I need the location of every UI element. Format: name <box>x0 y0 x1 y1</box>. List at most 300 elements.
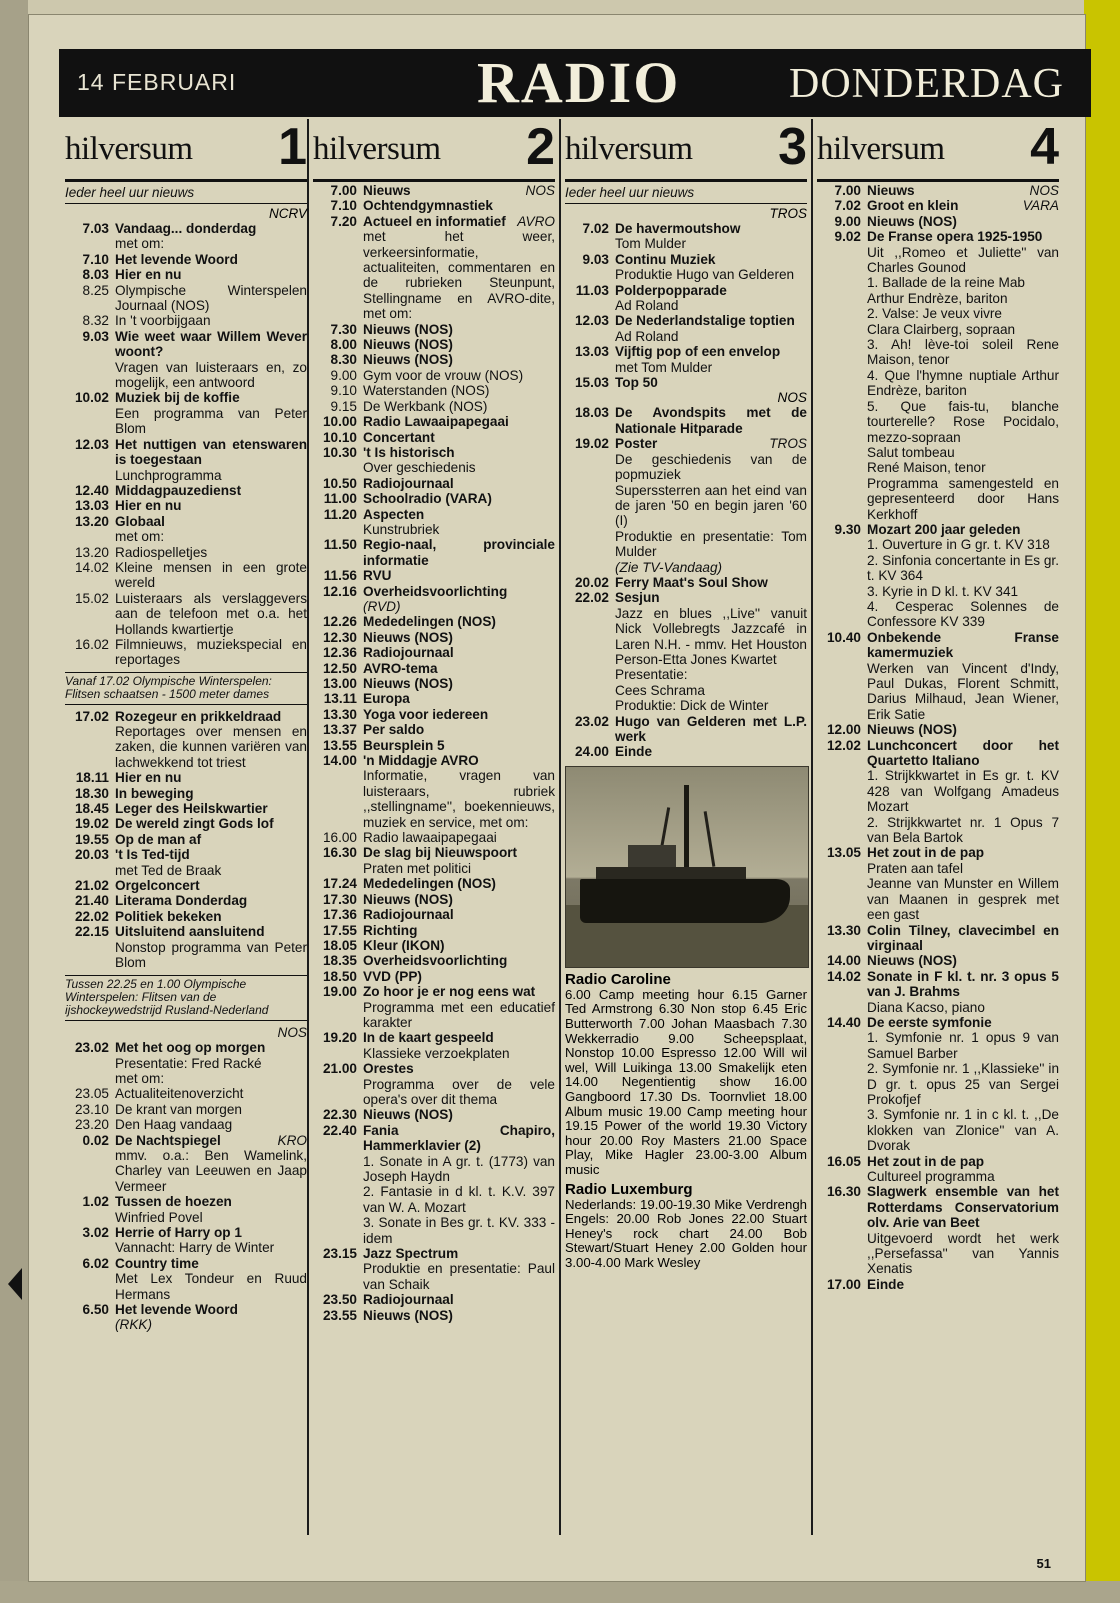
programme-row <box>65 283 307 314</box>
programme-time: 16.30 <box>826 1184 861 1200</box>
programme-time: 10.30 <box>322 444 357 460</box>
programme-time: 13.11 <box>323 691 357 707</box>
programme-time: 10.00 <box>322 414 357 430</box>
programme-time: 16.02 <box>74 636 109 652</box>
programme-title: RVU <box>363 568 392 584</box>
programme-title: Concertant <box>363 429 435 445</box>
programme-time: 13.05 <box>826 845 861 861</box>
programme-title: Radiojournaal <box>363 475 454 491</box>
programme-description: Produktie en presentatie: Paul van Schaik <box>363 1261 555 1292</box>
programme-time: 12.36 <box>322 645 357 661</box>
programme-title: Onbekende Franse kamermuziek <box>867 629 1059 661</box>
programme-time: 19.02 <box>574 436 609 452</box>
programme-title: Mededelingen (NOS) <box>363 614 496 630</box>
programme-title: Aspecten <box>363 506 425 522</box>
programme-time: 8.03 <box>82 267 109 283</box>
programme-row <box>313 198 555 213</box>
programme-description: met om: <box>115 1070 165 1086</box>
programme-description: René Maison, tenor <box>867 460 986 476</box>
programme-row <box>313 1292 555 1307</box>
programme-title: Polderpopparade <box>615 282 727 298</box>
programme-title: Nieuws (NOS) <box>363 891 453 907</box>
programme-time: 20.02 <box>574 574 609 590</box>
programme-time: 3.02 <box>82 1225 109 1240</box>
programme-description: Salut tombeau <box>867 444 955 460</box>
programme-row <box>65 924 307 939</box>
programme-time: 12.16 <box>322 583 357 599</box>
programme-time: 13.37 <box>322 722 357 738</box>
heading-rule <box>65 179 307 182</box>
programme-row <box>313 568 555 583</box>
programme-description: Superssterren aan het eind van de jaren '50 en begin jaren '60 (I) <box>615 482 807 529</box>
programme-row <box>65 514 307 529</box>
programme-title: Schoolradio (VARA) <box>363 491 492 507</box>
programme-title: Country time <box>115 1255 199 1271</box>
programme-time: 7.20 <box>330 213 357 229</box>
programme-time: 14.02 <box>826 968 861 984</box>
programme-title: Wie weet waar Willem Wever woont? <box>115 328 307 360</box>
programme-title: Het zout in de pap <box>867 1153 985 1169</box>
programme-title: Nieuws (NOS) <box>363 321 453 337</box>
column-hilversum-2 <box>313 119 555 1549</box>
programme-title: De Werkbank (NOS) <box>363 398 488 414</box>
programme-time: 12.03 <box>74 436 109 452</box>
programme-time: 13.03 <box>574 344 609 360</box>
programme-title: Luisteraars als verslaggevers aan de telefoon met o.a. het Hollands kwartiertje <box>115 590 307 637</box>
programme-time: 23.20 <box>74 1117 109 1133</box>
programme-time: 17.24 <box>322 876 357 892</box>
programme-row <box>817 1015 1059 1030</box>
programme-time: 23.10 <box>74 1101 109 1117</box>
programme-row <box>565 252 807 267</box>
programme-title: Sonate in F kl. t. nr. 3 opus 5 van J. Brahms <box>867 968 1059 1000</box>
programme-title: Nieuws (NOS) <box>363 337 453 353</box>
programme-time: 22.15 <box>74 924 109 940</box>
programme-description: met Tom Mulder <box>615 359 713 375</box>
programme-time: 15.03 <box>574 375 609 391</box>
programme-description: Nonstop programma van Peter Blom <box>115 939 307 971</box>
programme-description: Ad Roland <box>615 328 679 344</box>
programme-description: Reportages over mensen en zaken, die kunnen variëren van lachwekkend tot triest <box>115 724 307 770</box>
programme-description: Uitgevoerd wordt het werk ,,Persefassa'' van Yannis Xenatis <box>867 1230 1059 1277</box>
column-divider <box>559 119 561 1535</box>
programme-time: 11.00 <box>323 491 357 507</box>
programme-title: Radio lawaaipapegaai <box>363 830 497 846</box>
programme-row <box>313 337 555 352</box>
programme-row <box>313 1107 555 1122</box>
station-number: 1 <box>278 118 307 176</box>
programme-row <box>313 830 555 845</box>
programme-time: 19.55 <box>74 831 109 847</box>
programme-description: Produktie Hugo van Gelderen <box>615 267 795 283</box>
programme-description: (Zie TV-Vandaag) <box>615 559 723 575</box>
programme-row <box>565 313 807 328</box>
programme-time: 16.00 <box>322 830 357 846</box>
station-name: hilversum <box>65 131 193 167</box>
programme-time: 14.00 <box>826 953 861 969</box>
programme-description: 1. Ouverture in G gr. t. KV 318 <box>867 537 1050 553</box>
left-margin <box>0 0 28 1603</box>
programme-title: Overheidsvoorlichting <box>363 583 508 599</box>
photo-caption: Radio Caroline <box>565 970 671 988</box>
programme-title: Orestes <box>363 1061 414 1077</box>
programme-row <box>313 969 555 984</box>
programme-description: Cultureel programma <box>867 1169 995 1184</box>
programme-time: 18.11 <box>75 770 109 786</box>
programme-row <box>565 436 807 451</box>
programme-title: Gym voor de vrouw (NOS) <box>363 367 524 383</box>
programme-title: De krant van morgen <box>115 1101 242 1117</box>
programme-title: Actualiteitenoverzicht <box>115 1086 244 1102</box>
programme-description: 2. Valse: Je veux vivre <box>867 306 1002 322</box>
programme-title: Hier en nu <box>115 770 182 786</box>
programme-title: Nieuws (NOS) <box>867 953 957 969</box>
programme-row <box>565 575 807 590</box>
programme-time: 9.02 <box>834 229 861 245</box>
programme-row <box>65 390 307 405</box>
programme-row <box>313 691 555 706</box>
column-divider <box>307 119 309 1535</box>
schedule-list-2 <box>313 183 555 1323</box>
programme-description: met Ted de Braak <box>115 862 222 878</box>
programme-title: Herrie of Harry op 1 <box>115 1225 242 1240</box>
programme-title: Yoga voor iedereen <box>363 706 489 722</box>
magazine-page <box>28 14 1086 1582</box>
programme-row <box>313 399 555 414</box>
programme-description: Kunstrubriek <box>363 521 440 537</box>
programme-title: Nieuws (NOS) <box>363 1307 453 1323</box>
programme-title: In beweging <box>115 785 194 801</box>
programme-row <box>65 878 307 893</box>
programme-description: Vannacht: Harry de Winter <box>115 1240 275 1256</box>
programme-row <box>65 1225 307 1240</box>
programme-row <box>313 923 555 938</box>
programme-row <box>313 938 555 953</box>
programme-row <box>313 1246 555 1261</box>
programme-title: De havermoutshow <box>615 221 741 236</box>
column-hilversum-4 <box>817 119 1059 1549</box>
programme-row <box>313 738 555 753</box>
programme-time: 22.40 <box>322 1122 357 1138</box>
programme-broadcaster: AVRO <box>517 213 555 229</box>
programme-row <box>65 786 307 801</box>
programme-title: Beursplein 5 <box>363 737 445 753</box>
programme-description: 2. Sinfonia concertante in Es gr. t. KV 364 <box>867 552 1059 584</box>
programme-title: Orgelconcert <box>115 878 200 894</box>
column-hilversum-1 <box>65 119 307 1549</box>
programme-row <box>313 584 555 599</box>
programme-row <box>65 498 307 513</box>
programme-title: Top 50 <box>615 375 658 391</box>
programme-description: 2. Symfonie nr. 1 ,,Klassieke'' in D gr. t. opus 25 van Sergei Prokofjef <box>867 1061 1059 1107</box>
programme-row <box>65 483 307 498</box>
programme-row <box>817 229 1059 244</box>
programme-time: 17.30 <box>322 891 357 907</box>
programme-title: Het levende Woord <box>115 1302 238 1318</box>
programme-title: Met het oog op morgen <box>115 1040 266 1056</box>
schedule-list-3a <box>565 221 807 390</box>
programme-row <box>313 630 555 645</box>
radio-luxemburg-schedule: Nederlands: 19.00-19.30 Mike Verdrengh Engels: 20.00 Rob Jones 22.00 Stuart Heney's rock chart 24.00 Bob Stewart/Stuart Heney 2.00 Golden hour 3.00-4.00 Mark Wesley <box>565 1196 807 1270</box>
programme-row <box>313 430 555 445</box>
programme-time: 7.02 <box>834 198 861 214</box>
programme-time: 6.50 <box>82 1302 109 1318</box>
programme-broadcaster: TROS <box>769 436 807 452</box>
programme-description: Vragen van luisteraars en, zo mogelijk, een antwoord <box>115 359 307 391</box>
programme-row <box>313 322 555 337</box>
programme-title: Nieuws (NOS) <box>363 352 453 368</box>
programme-description: 1. Strijkkwartet in Es gr. t. KV 428 van Wolfgang Amadeus Mozart <box>867 768 1059 815</box>
programme-title: Overheidsvoorlichting <box>363 953 508 969</box>
notice-box: Tussen 22.25 en 1.00 Olympische Winterspelen: Flitsen van de ijshockeywedstrijd Rusland-Nederland <box>65 975 307 1021</box>
programme-time: 16.05 <box>826 1153 861 1169</box>
programme-row <box>817 1184 1059 1230</box>
programme-time: 18.03 <box>574 405 609 421</box>
programme-row <box>313 368 555 383</box>
programme-description: Arthur Endrèze, bariton <box>867 290 1008 306</box>
radio-luxemburg-title: Radio Luxemburg <box>565 1180 693 1198</box>
programme-time: 9.10 <box>330 383 357 399</box>
programme-title: Actueel en informatief AVRO <box>363 213 555 229</box>
programme-row <box>313 1308 555 1323</box>
programme-title: Europa <box>363 691 410 707</box>
programme-time: 19.20 <box>322 1030 357 1046</box>
programme-time: 18.05 <box>322 937 357 953</box>
station-number: 2 <box>526 118 555 176</box>
programme-title: De Avondspits met de Nationale Hitparade <box>615 405 807 436</box>
programme-row <box>65 1102 307 1117</box>
programme-row <box>817 923 1059 954</box>
programme-row <box>313 1030 555 1045</box>
programme-title: Nieuws (NOS) <box>867 722 957 738</box>
programme-row <box>65 1133 307 1148</box>
programme-title: Het nuttigen van etenswaren is toegestaan <box>115 436 307 468</box>
programme-title: Fania Chapiro, Hammerklavier (2) <box>363 1122 555 1154</box>
programme-time: 23.50 <box>322 1292 357 1308</box>
programme-title: Lunchconcert door het Quartetto Italiano <box>867 737 1059 769</box>
programme-title: Globaal <box>115 513 165 529</box>
programme-row <box>565 375 807 390</box>
programme-time: 16.30 <box>322 845 357 861</box>
programme-row <box>65 313 307 328</box>
programme-description: 1. Symfonie nr. 1 opus 9 van Samuel Barber <box>867 1030 1059 1061</box>
programme-description: (RVD) <box>363 598 401 614</box>
programme-title: Rozegeur en prikkeldraad <box>115 708 282 724</box>
programme-row <box>313 953 555 968</box>
hourly-news-note: Ieder heel uur nieuws <box>65 183 307 204</box>
programme-description: 3. Sonate in Bes gr. t. KV. 333 - idem <box>363 1215 555 1246</box>
programme-time: 9.30 <box>834 521 861 537</box>
programme-time: 12.00 <box>826 722 861 738</box>
programme-row <box>565 221 807 236</box>
programme-row <box>313 892 555 907</box>
programme-time: 22.30 <box>322 1107 357 1123</box>
programme-title: Groot en klein VARA <box>867 198 1059 214</box>
programme-title: Radiospelletjes <box>115 544 208 560</box>
header-date: 14 FEBRUARI <box>77 69 237 95</box>
programme-description: met om: <box>115 529 165 545</box>
programme-row <box>65 801 307 816</box>
programme-title: De slag bij Nieuwspoort <box>363 845 518 861</box>
programme-row <box>313 707 555 722</box>
programme-time: 17.02 <box>74 708 109 724</box>
programme-time: 10.10 <box>322 429 357 445</box>
programme-title: Leger des Heilskwartier <box>115 801 268 817</box>
programme-description: Jazz en blues ,,Live'' vanuit Nick Vollebregts Jazzcafé in Laren N.H. - mmv. Het Houston Person-Etta Jones Kwartet <box>615 605 807 667</box>
programme-title: Radiojournaal <box>363 1292 454 1308</box>
programme-description: 3. Symfonie nr. 1 in c kl. t. ,,De klokken van Zlonice'' van A. Dvorak <box>867 1107 1059 1154</box>
programme-description: Programma samengesteld en gepresenteerd door Hans Kerkhoff <box>867 475 1059 522</box>
programme-title: Nieuws (NOS) <box>363 676 453 691</box>
programme-time: 17.55 <box>322 922 357 938</box>
programme-row <box>565 405 807 436</box>
programme-time: 23.15 <box>322 1246 357 1262</box>
programme-title: Poster TROS <box>615 436 807 452</box>
schedule-list-4 <box>817 183 1059 1292</box>
programme-row <box>313 476 555 491</box>
programme-description: Tom Mulder <box>615 236 687 252</box>
programme-title: VVD (PP) <box>363 968 422 984</box>
programme-time: 10.50 <box>322 475 357 491</box>
programme-description: Lunchprogramma <box>115 467 222 483</box>
photo-ship-hull <box>580 879 790 923</box>
programme-row <box>65 329 307 360</box>
programme-title: 'n Middagje AVRO <box>363 753 479 769</box>
programme-title: Einde <box>615 744 653 760</box>
programme-title: Filmnieuws, muziekspecial en reportages <box>115 636 307 668</box>
programme-title: Nieuws NOS <box>867 183 1059 198</box>
broadcaster-label-2: NOS <box>777 390 807 406</box>
column-divider <box>811 119 813 1535</box>
programme-time: 10.02 <box>74 390 109 406</box>
programme-description: 1. Ballade de la reine Mab <box>867 275 1025 291</box>
programme-time: 23.05 <box>74 1086 109 1102</box>
programme-description: Uit ,,Romeo et Juliette'' van Charles Gounod <box>867 244 1059 276</box>
columns-container <box>59 119 1091 1549</box>
programme-broadcaster: NOS <box>525 183 555 198</box>
programme-time: 7.03 <box>82 221 109 236</box>
programme-time: 1.02 <box>82 1194 109 1210</box>
programme-title: Zo hoor je er nog eens wat <box>363 984 536 1000</box>
programme-row <box>65 832 307 847</box>
programme-time: 23.02 <box>74 1040 109 1056</box>
programme-row <box>65 221 307 236</box>
programme-title: In 't voorbijgaan <box>115 313 211 329</box>
programme-row <box>313 645 555 660</box>
programme-row <box>313 537 555 568</box>
programme-row <box>65 709 307 724</box>
programme-time: 18.50 <box>322 968 357 984</box>
programme-time: 18.45 <box>74 801 109 817</box>
programme-row <box>565 744 807 759</box>
programme-row <box>313 214 555 229</box>
programme-time: 21.02 <box>74 878 109 894</box>
programme-description: Presentatie: <box>615 667 688 683</box>
station-name: hilversum <box>313 131 441 167</box>
programme-title: De Nachtspiegel KRO <box>115 1132 307 1148</box>
programme-description: Produktie: Dick de Winter <box>615 698 769 714</box>
programme-time: 11.56 <box>323 568 357 584</box>
programme-description: 4. Que l'hymne nuptiale Arthur Endrèze, bariton <box>867 367 1059 399</box>
header-day: DONDERDAG <box>789 61 1064 107</box>
radio-caroline-schedule: 6.00 Camp meeting hour 6.15 Garner Ted Armstrong 6.30 Non stop 6.45 Eric Butterworth 7.00 Johan Maasbach 7.30 Wekkerradio 9.00 Scheepsplaat, Nonstop 10.00 Espresso 12.00 Will wil wel, Will Luikinga 13.00 Smakelijk eten 14.00 Negentientig show 16.00 Gangboord 17.30 Ds. Toornvliet 18.00 Album music 19.00 Camp meeting hour 19.15 Power of the world 19.30 Victory hour 20.00 Roy Masters 21.00 Space Play, Mike Hagler 23.00-3.00 Album music <box>565 986 807 1177</box>
programme-title: Colin Tilney, clavecimbel en virginaal <box>867 922 1059 953</box>
programme-time: 13.00 <box>322 676 357 691</box>
photo-mast <box>684 785 689 871</box>
station-name: hilversum <box>565 131 693 167</box>
broadcaster-label-2: NOS <box>277 1024 307 1040</box>
programme-title: Mozart 200 jaar geleden <box>867 521 1021 537</box>
heading-rule <box>817 179 1059 182</box>
programme-row <box>65 1086 307 1101</box>
programme-title: De wereld zingt Gods lof <box>115 816 274 832</box>
programme-description: Programma over de vele opera's over dit thema <box>363 1076 555 1107</box>
programme-description: met om: <box>115 236 165 252</box>
programme-time: 13.20 <box>74 513 109 529</box>
header-title: RADIO <box>477 50 681 115</box>
programme-time: 15.02 <box>74 590 109 606</box>
programme-title: AVRO-tema <box>363 660 438 676</box>
programme-time: 12.02 <box>826 737 861 753</box>
programme-row <box>313 445 555 460</box>
programme-row <box>65 847 307 862</box>
programme-time: 23.02 <box>574 713 609 729</box>
schedule-list-1 <box>65 221 307 1333</box>
programme-title: Sesjun <box>615 590 660 606</box>
programme-description: Informatie, vragen van luisteraars, rubriek ,,stellingname'', boekennieuws, muziek en service, met om: <box>363 768 555 830</box>
programme-time: 9.00 <box>330 367 357 383</box>
programme-row <box>65 267 307 282</box>
programme-row <box>65 1040 307 1055</box>
programme-row <box>565 714 807 745</box>
programme-description: mmv. o.a.: Ben Wamelink, Charley van Leeuwen en Jaap Vermeer <box>115 1147 307 1194</box>
page-arrow-icon <box>8 1268 22 1300</box>
programme-row <box>565 283 807 298</box>
programme-title: Hier en nu <box>115 498 182 514</box>
programme-description: (RKK) <box>115 1317 153 1333</box>
programme-broadcaster: VARA <box>1022 198 1059 214</box>
programme-time: 7.10 <box>330 198 357 214</box>
programme-row <box>313 1123 555 1154</box>
programme-title: Olympische Winterspelen Journaal (NOS) <box>115 282 307 314</box>
programme-row <box>65 770 307 785</box>
programme-description: Klassieke verzoekplaten <box>363 1045 510 1061</box>
programme-time: 17.36 <box>322 907 357 923</box>
station-name: hilversum <box>817 131 945 167</box>
programme-title: Kleine mensen in een grote wereld <box>115 559 307 591</box>
programme-row <box>313 753 555 768</box>
programme-time: 14.02 <box>74 559 109 575</box>
heading-rule <box>313 179 555 182</box>
programme-description: De geschiedenis van de popmuziek <box>615 451 807 483</box>
programme-time: 14.00 <box>322 753 357 769</box>
station-number: 3 <box>778 118 807 176</box>
programme-time: 17.00 <box>826 1276 861 1292</box>
programme-time: 13.30 <box>322 706 357 722</box>
programme-description: Met Lex Tondeur en Ruud Hermans <box>115 1271 307 1302</box>
programme-time: 12.40 <box>74 482 109 498</box>
programme-time: 21.40 <box>74 893 109 909</box>
programme-title: Het levende Woord <box>115 251 238 267</box>
programme-row <box>65 1117 307 1132</box>
programme-row <box>65 437 307 468</box>
programme-title: Nieuws (NOS) <box>363 629 453 645</box>
programme-row <box>65 591 307 637</box>
programme-row <box>65 893 307 908</box>
programme-title: Hugo van Gelderen met L.P. werk <box>615 713 807 744</box>
programme-row <box>65 1256 307 1271</box>
programme-title: Radiojournaal <box>363 907 454 923</box>
